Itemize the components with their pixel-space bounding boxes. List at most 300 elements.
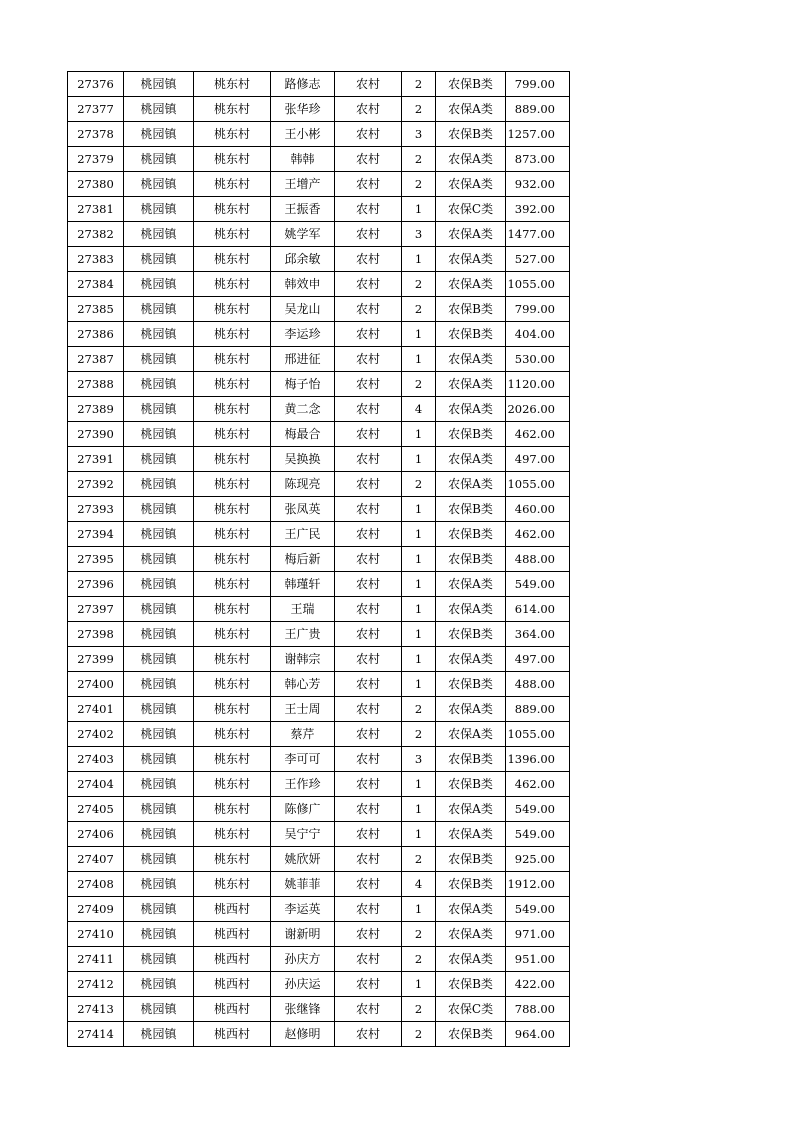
table-row: [68, 497, 570, 522]
person-name-cell: 梅后新: [271, 547, 335, 572]
town-cell: 桃园镇: [124, 547, 194, 572]
town-cell: 桃园镇: [124, 197, 194, 222]
town-cell: 桃园镇: [124, 497, 194, 522]
village-cell: 桃西村: [194, 947, 271, 972]
amount-cell: 1912.00: [506, 872, 570, 897]
person-name-cell: 姚菲菲: [271, 872, 335, 897]
serial-number-cell: 27382: [68, 222, 124, 247]
village-cell: 桃西村: [194, 972, 271, 997]
amount-cell: 1055.00: [506, 272, 570, 297]
table-row: [68, 522, 570, 547]
table-row: [68, 447, 570, 472]
town-cell: 桃园镇: [124, 572, 194, 597]
insurance-category-cell: 农保A类: [436, 647, 506, 672]
table-row: [68, 672, 570, 697]
amount-cell: 364.00: [506, 622, 570, 647]
town-cell: 桃园镇: [124, 997, 194, 1022]
household-type-cell: 农村: [335, 622, 402, 647]
member-count-cell: 1: [402, 447, 436, 472]
serial-number-cell: 27407: [68, 847, 124, 872]
amount-cell: 889.00: [506, 697, 570, 722]
insurance-category-cell: 农保B类: [436, 422, 506, 447]
insurance-category-cell: 农保B类: [436, 872, 506, 897]
table-row: [68, 322, 570, 347]
amount-cell: 460.00: [506, 497, 570, 522]
town-cell: 桃园镇: [124, 97, 194, 122]
village-cell: 桃东村: [194, 97, 271, 122]
table-row: [68, 972, 570, 997]
household-type-cell: 农村: [335, 647, 402, 672]
member-count-cell: 2: [402, 472, 436, 497]
village-cell: 桃东村: [194, 472, 271, 497]
person-name-cell: 赵修明: [271, 1022, 335, 1047]
insurance-category-cell: 农保A类: [436, 272, 506, 297]
town-cell: 桃园镇: [124, 722, 194, 747]
town-cell: 桃园镇: [124, 397, 194, 422]
person-name-cell: 王瑞: [271, 597, 335, 622]
village-cell: 桃东村: [194, 147, 271, 172]
serial-number-cell: 27378: [68, 122, 124, 147]
insurance-category-cell: 农保A类: [436, 722, 506, 747]
insurance-category-cell: 农保B类: [436, 497, 506, 522]
table-row: [68, 422, 570, 447]
member-count-cell: 1: [402, 322, 436, 347]
member-count-cell: 4: [402, 397, 436, 422]
household-type-cell: 农村: [335, 572, 402, 597]
table-row: [68, 597, 570, 622]
serial-number-cell: 27398: [68, 622, 124, 647]
member-count-cell: 2: [402, 272, 436, 297]
insurance-category-cell: 农保A类: [436, 397, 506, 422]
table-row: [68, 747, 570, 772]
person-name-cell: 王振香: [271, 197, 335, 222]
village-cell: 桃西村: [194, 897, 271, 922]
town-cell: 桃园镇: [124, 972, 194, 997]
member-count-cell: 1: [402, 897, 436, 922]
serial-number-cell: 27389: [68, 397, 124, 422]
person-name-cell: 邱余敏: [271, 247, 335, 272]
serial-number-cell: 27400: [68, 672, 124, 697]
table-row: [68, 272, 570, 297]
town-cell: 桃园镇: [124, 622, 194, 647]
household-type-cell: 农村: [335, 722, 402, 747]
insurance-category-cell: 农保A类: [436, 797, 506, 822]
member-count-cell: 1: [402, 497, 436, 522]
village-cell: 桃东村: [194, 222, 271, 247]
insurance-category-cell: 农保B类: [436, 522, 506, 547]
table-row: [68, 397, 570, 422]
village-cell: 桃东村: [194, 597, 271, 622]
table-row: [68, 922, 570, 947]
table-row: [68, 1022, 570, 1047]
amount-cell: 1120.00: [506, 372, 570, 397]
person-name-cell: 吴龙山: [271, 297, 335, 322]
village-cell: 桃东村: [194, 372, 271, 397]
table-row: [68, 622, 570, 647]
household-type-cell: 农村: [335, 347, 402, 372]
member-count-cell: 1: [402, 547, 436, 572]
member-count-cell: 3: [402, 222, 436, 247]
insurance-category-cell: 农保A类: [436, 597, 506, 622]
insurance-category-cell: 农保B类: [436, 72, 506, 97]
amount-cell: 549.00: [506, 897, 570, 922]
serial-number-cell: 27404: [68, 772, 124, 797]
household-type-cell: 农村: [335, 872, 402, 897]
village-cell: 桃西村: [194, 1022, 271, 1047]
household-type-cell: 农村: [335, 547, 402, 572]
serial-number-cell: 27384: [68, 272, 124, 297]
village-cell: 桃东村: [194, 72, 271, 97]
insurance-category-cell: 农保B类: [436, 672, 506, 697]
village-cell: 桃东村: [194, 672, 271, 697]
insurance-category-cell: 农保A类: [436, 347, 506, 372]
person-name-cell: 路修志: [271, 72, 335, 97]
member-count-cell: 1: [402, 572, 436, 597]
person-name-cell: 韩效申: [271, 272, 335, 297]
serial-number-cell: 27395: [68, 547, 124, 572]
household-type-cell: 农村: [335, 772, 402, 797]
table-row: [68, 247, 570, 272]
insurance-category-cell: 农保A类: [436, 247, 506, 272]
amount-cell: 1396.00: [506, 747, 570, 772]
serial-number-cell: 27390: [68, 422, 124, 447]
person-name-cell: 韩韩: [271, 147, 335, 172]
household-type-cell: 农村: [335, 197, 402, 222]
insurance-category-cell: 农保A类: [436, 147, 506, 172]
member-count-cell: 2: [402, 72, 436, 97]
amount-cell: 971.00: [506, 922, 570, 947]
household-type-cell: 农村: [335, 1022, 402, 1047]
village-cell: 桃东村: [194, 197, 271, 222]
member-count-cell: 1: [402, 247, 436, 272]
insurance-category-cell: 农保A类: [436, 897, 506, 922]
serial-number-cell: 27408: [68, 872, 124, 897]
insurance-category-cell: 农保B类: [436, 747, 506, 772]
serial-number-cell: 27412: [68, 972, 124, 997]
village-cell: 桃东村: [194, 347, 271, 372]
table-row: [68, 647, 570, 672]
village-cell: 桃东村: [194, 522, 271, 547]
amount-cell: 462.00: [506, 522, 570, 547]
amount-cell: 788.00: [506, 997, 570, 1022]
serial-number-cell: 27383: [68, 247, 124, 272]
household-type-cell: 农村: [335, 972, 402, 997]
person-name-cell: 王广贵: [271, 622, 335, 647]
serial-number-cell: 27380: [68, 172, 124, 197]
insurance-category-cell: 农保B类: [436, 772, 506, 797]
household-type-cell: 农村: [335, 222, 402, 247]
village-cell: 桃东村: [194, 547, 271, 572]
town-cell: 桃园镇: [124, 922, 194, 947]
member-count-cell: 1: [402, 522, 436, 547]
person-name-cell: 梅最合: [271, 422, 335, 447]
insurance-category-cell: 农保A类: [436, 447, 506, 472]
table-row: [68, 547, 570, 572]
town-cell: 桃园镇: [124, 847, 194, 872]
table-row: [68, 997, 570, 1022]
insurance-category-cell: 农保A类: [436, 697, 506, 722]
town-cell: 桃园镇: [124, 947, 194, 972]
household-type-cell: 农村: [335, 822, 402, 847]
insurance-category-cell: 农保C类: [436, 997, 506, 1022]
household-type-cell: 农村: [335, 697, 402, 722]
serial-number-cell: 27392: [68, 472, 124, 497]
serial-number-cell: 27413: [68, 997, 124, 1022]
household-type-cell: 农村: [335, 147, 402, 172]
serial-number-cell: 27391: [68, 447, 124, 472]
household-type-cell: 农村: [335, 447, 402, 472]
table-row: [68, 572, 570, 597]
village-cell: 桃东村: [194, 397, 271, 422]
insurance-category-cell: 农保C类: [436, 197, 506, 222]
amount-cell: 488.00: [506, 547, 570, 572]
amount-cell: 799.00: [506, 72, 570, 97]
amount-cell: 549.00: [506, 572, 570, 597]
town-cell: 桃园镇: [124, 297, 194, 322]
insurance-category-cell: 农保B类: [436, 322, 506, 347]
person-name-cell: 陈修广: [271, 797, 335, 822]
serial-number-cell: 27385: [68, 297, 124, 322]
person-name-cell: 王作珍: [271, 772, 335, 797]
amount-cell: 2026.00: [506, 397, 570, 422]
town-cell: 桃园镇: [124, 122, 194, 147]
village-cell: 桃东村: [194, 722, 271, 747]
village-cell: 桃东村: [194, 622, 271, 647]
table-row: [68, 697, 570, 722]
table-row: [68, 797, 570, 822]
household-type-cell: 农村: [335, 272, 402, 297]
person-name-cell: 张华珍: [271, 97, 335, 122]
member-count-cell: 2: [402, 147, 436, 172]
insurance-category-cell: 农保B类: [436, 622, 506, 647]
serial-number-cell: 27381: [68, 197, 124, 222]
town-cell: 桃园镇: [124, 422, 194, 447]
table-row: [68, 197, 570, 222]
amount-cell: 422.00: [506, 972, 570, 997]
member-count-cell: 2: [402, 97, 436, 122]
village-cell: 桃东村: [194, 122, 271, 147]
insurance-category-cell: 农保A类: [436, 97, 506, 122]
person-name-cell: 陈现亮: [271, 472, 335, 497]
person-name-cell: 吴宁宁: [271, 822, 335, 847]
serial-number-cell: 27386: [68, 322, 124, 347]
insurance-category-cell: 农保B类: [436, 972, 506, 997]
village-cell: 桃西村: [194, 922, 271, 947]
member-count-cell: 2: [402, 847, 436, 872]
town-cell: 桃园镇: [124, 347, 194, 372]
insurance-category-cell: 农保A类: [436, 372, 506, 397]
serial-number-cell: 27414: [68, 1022, 124, 1047]
village-cell: 桃东村: [194, 322, 271, 347]
household-type-cell: 农村: [335, 672, 402, 697]
member-count-cell: 1: [402, 422, 436, 447]
person-name-cell: 张继锋: [271, 997, 335, 1022]
town-cell: 桃园镇: [124, 247, 194, 272]
household-type-cell: 农村: [335, 922, 402, 947]
table-row: [68, 347, 570, 372]
table-row: [68, 847, 570, 872]
insurance-category-cell: 农保A类: [436, 947, 506, 972]
table-row: [68, 147, 570, 172]
village-cell: 桃东村: [194, 497, 271, 522]
person-name-cell: 韩心芳: [271, 672, 335, 697]
serial-number-cell: 27396: [68, 572, 124, 597]
person-name-cell: 王小彬: [271, 122, 335, 147]
person-name-cell: 梅子怡: [271, 372, 335, 397]
insurance-category-cell: 农保A类: [436, 172, 506, 197]
member-count-cell: 1: [402, 647, 436, 672]
member-count-cell: 2: [402, 172, 436, 197]
member-count-cell: 1: [402, 672, 436, 697]
member-count-cell: 2: [402, 922, 436, 947]
person-name-cell: 黄二念: [271, 397, 335, 422]
table-row: [68, 722, 570, 747]
amount-cell: 462.00: [506, 772, 570, 797]
town-cell: 桃园镇: [124, 72, 194, 97]
member-count-cell: 1: [402, 597, 436, 622]
member-count-cell: 4: [402, 872, 436, 897]
amount-cell: 497.00: [506, 447, 570, 472]
household-type-cell: 农村: [335, 597, 402, 622]
table-row: [68, 822, 570, 847]
amount-cell: 1477.00: [506, 222, 570, 247]
amount-cell: 404.00: [506, 322, 570, 347]
amount-cell: 925.00: [506, 847, 570, 872]
member-count-cell: 2: [402, 722, 436, 747]
village-cell: 桃东村: [194, 272, 271, 297]
town-cell: 桃园镇: [124, 222, 194, 247]
table-row: [68, 122, 570, 147]
amount-cell: 549.00: [506, 797, 570, 822]
village-cell: 桃东村: [194, 247, 271, 272]
table-row: [68, 97, 570, 122]
person-name-cell: 李运珍: [271, 322, 335, 347]
member-count-cell: 2: [402, 297, 436, 322]
household-type-cell: 农村: [335, 997, 402, 1022]
person-name-cell: 王广民: [271, 522, 335, 547]
village-cell: 桃东村: [194, 422, 271, 447]
serial-number-cell: 27377: [68, 97, 124, 122]
village-cell: 桃东村: [194, 572, 271, 597]
member-count-cell: 1: [402, 772, 436, 797]
amount-cell: 614.00: [506, 597, 570, 622]
amount-cell: 873.00: [506, 147, 570, 172]
table-row: [68, 172, 570, 197]
town-cell: 桃园镇: [124, 822, 194, 847]
village-cell: 桃东村: [194, 772, 271, 797]
serial-number-cell: 27393: [68, 497, 124, 522]
household-type-cell: 农村: [335, 72, 402, 97]
town-cell: 桃园镇: [124, 272, 194, 297]
person-name-cell: 韩瑾轩: [271, 572, 335, 597]
table-row: [68, 72, 570, 97]
amount-cell: 392.00: [506, 197, 570, 222]
roster-body: [68, 72, 570, 1047]
town-cell: 桃园镇: [124, 147, 194, 172]
member-count-cell: 2: [402, 947, 436, 972]
household-type-cell: 农村: [335, 297, 402, 322]
table-row: [68, 372, 570, 397]
roster-table: [67, 71, 570, 1047]
member-count-cell: 3: [402, 747, 436, 772]
serial-number-cell: 27401: [68, 697, 124, 722]
amount-cell: 964.00: [506, 1022, 570, 1047]
table-row: [68, 772, 570, 797]
household-type-cell: 农村: [335, 247, 402, 272]
village-cell: 桃东村: [194, 447, 271, 472]
person-name-cell: 王士周: [271, 697, 335, 722]
household-type-cell: 农村: [335, 897, 402, 922]
town-cell: 桃园镇: [124, 872, 194, 897]
serial-number-cell: 27403: [68, 747, 124, 772]
amount-cell: 799.00: [506, 297, 570, 322]
serial-number-cell: 27376: [68, 72, 124, 97]
serial-number-cell: 27394: [68, 522, 124, 547]
serial-number-cell: 27387: [68, 347, 124, 372]
town-cell: 桃园镇: [124, 472, 194, 497]
member-count-cell: 1: [402, 197, 436, 222]
person-name-cell: 蔡芹: [271, 722, 335, 747]
insurance-category-cell: 农保B类: [436, 297, 506, 322]
member-count-cell: 3: [402, 122, 436, 147]
household-type-cell: 农村: [335, 522, 402, 547]
household-type-cell: 农村: [335, 97, 402, 122]
person-name-cell: 李运英: [271, 897, 335, 922]
village-cell: 桃东村: [194, 172, 271, 197]
person-name-cell: 姚欣妍: [271, 847, 335, 872]
amount-cell: 488.00: [506, 672, 570, 697]
village-cell: 桃东村: [194, 747, 271, 772]
serial-number-cell: 27406: [68, 822, 124, 847]
town-cell: 桃园镇: [124, 747, 194, 772]
town-cell: 桃园镇: [124, 597, 194, 622]
town-cell: 桃园镇: [124, 322, 194, 347]
village-cell: 桃东村: [194, 697, 271, 722]
village-cell: 桃东村: [194, 872, 271, 897]
household-type-cell: 农村: [335, 947, 402, 972]
household-type-cell: 农村: [335, 122, 402, 147]
amount-cell: 527.00: [506, 247, 570, 272]
serial-number-cell: 27397: [68, 597, 124, 622]
member-count-cell: 1: [402, 822, 436, 847]
town-cell: 桃园镇: [124, 797, 194, 822]
household-type-cell: 农村: [335, 422, 402, 447]
household-type-cell: 农村: [335, 472, 402, 497]
town-cell: 桃园镇: [124, 522, 194, 547]
household-type-cell: 农村: [335, 322, 402, 347]
town-cell: 桃园镇: [124, 772, 194, 797]
town-cell: 桃园镇: [124, 697, 194, 722]
insurance-category-cell: 农保B类: [436, 122, 506, 147]
village-cell: 桃东村: [194, 847, 271, 872]
serial-number-cell: 27402: [68, 722, 124, 747]
member-count-cell: 1: [402, 797, 436, 822]
town-cell: 桃园镇: [124, 897, 194, 922]
table-row: [68, 472, 570, 497]
member-count-cell: 2: [402, 372, 436, 397]
person-name-cell: 邢进征: [271, 347, 335, 372]
household-type-cell: 农村: [335, 747, 402, 772]
amount-cell: 1055.00: [506, 722, 570, 747]
town-cell: 桃园镇: [124, 1022, 194, 1047]
table-row: [68, 297, 570, 322]
member-count-cell: 1: [402, 972, 436, 997]
household-type-cell: 农村: [335, 372, 402, 397]
village-cell: 桃东村: [194, 822, 271, 847]
amount-cell: 889.00: [506, 97, 570, 122]
amount-cell: 549.00: [506, 822, 570, 847]
serial-number-cell: 27379: [68, 147, 124, 172]
